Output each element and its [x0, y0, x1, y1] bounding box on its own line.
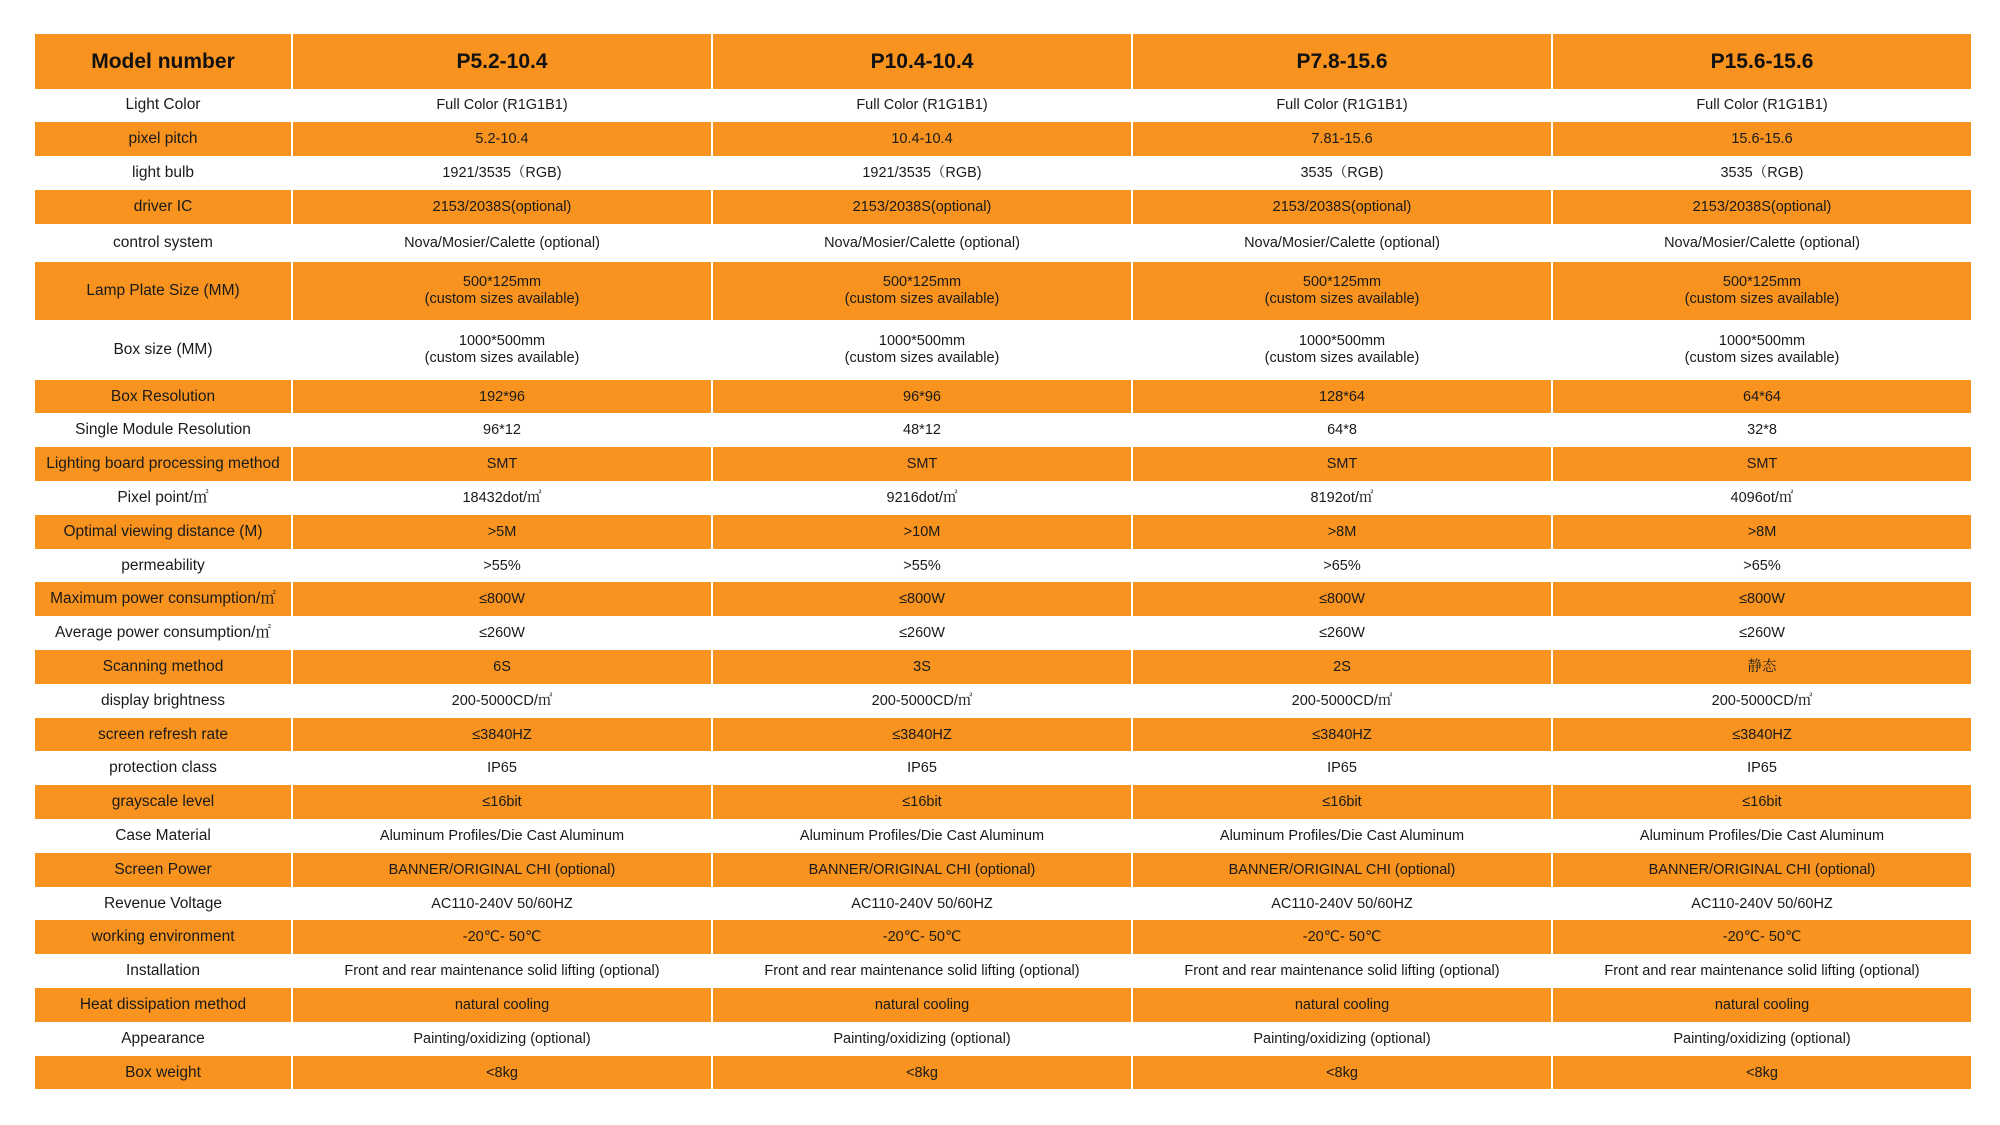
- row-value: 200-5000CD/㎡: [1132, 684, 1552, 718]
- spec-row-max-power: [34, 582, 1972, 616]
- row-value: Nova/Mosier/Calette (optional): [712, 224, 1132, 262]
- row-value: SMT: [712, 447, 1132, 481]
- row-value: -20℃- 50℃: [1552, 920, 1972, 954]
- row-value: ≤260W: [712, 616, 1132, 650]
- row-value: Aluminum Profiles/Die Cast Aluminum: [712, 819, 1132, 853]
- value-note: (custom sizes available): [844, 349, 1000, 366]
- row-value: -20℃- 50℃: [712, 920, 1132, 954]
- row-label: Screen Power: [34, 853, 292, 887]
- row-value: ≤3840HZ: [292, 718, 712, 752]
- spec-row-screen-power: [34, 853, 1972, 887]
- model-header: P10.4-10.4: [712, 35, 1132, 89]
- row-value: <8kg: [1552, 1056, 1972, 1090]
- spec-row-voltage: [34, 887, 1972, 921]
- spec-row-grayscale: [34, 785, 1972, 819]
- spec-row-avg-power: [34, 616, 1972, 650]
- row-value: ≤16bit: [1132, 785, 1552, 819]
- row-value: 200-5000CD/㎡: [1552, 684, 1972, 718]
- spec-row-processing-method: [34, 447, 1972, 481]
- row-value: [292, 320, 712, 380]
- row-value: [1132, 320, 1552, 380]
- row-value: 3S: [712, 650, 1132, 684]
- row-value: >65%: [1552, 549, 1972, 583]
- row-label: Pixel point/㎡: [34, 481, 292, 515]
- model-header: P5.2-10.4: [292, 35, 712, 89]
- row-label: Box Resolution: [34, 380, 292, 414]
- value-note: (custom sizes available): [424, 290, 580, 307]
- row-value: IP65: [292, 751, 712, 785]
- row-value: AC110-240V 50/60HZ: [1132, 887, 1552, 921]
- row-value: >8M: [1552, 515, 1972, 549]
- row-label: screen refresh rate: [34, 718, 292, 752]
- row-value: 5.2-10.4: [292, 122, 712, 156]
- row-value: 15.6-15.6: [1552, 122, 1972, 156]
- row-label: Lighting board processing method: [34, 447, 292, 481]
- value-main: 500*125mm: [462, 273, 542, 290]
- row-value: Aluminum Profiles/Die Cast Aluminum: [1132, 819, 1552, 853]
- row-value: IP65: [1132, 751, 1552, 785]
- row-value: Front and rear maintenance solid lifting (optional): [292, 954, 712, 988]
- row-value: 2153/2038S(optional): [712, 190, 1132, 224]
- value-main: 1000*500mm: [458, 332, 546, 349]
- row-value: ≤3840HZ: [1132, 718, 1552, 752]
- value-main: 1000*500mm: [878, 332, 966, 349]
- row-value: 64*8: [1132, 413, 1552, 447]
- row-label: protection class: [34, 751, 292, 785]
- row-value: >65%: [1132, 549, 1552, 583]
- row-value: 64*64: [1552, 380, 1972, 414]
- row-label: Revenue Voltage: [34, 887, 292, 921]
- row-label: Case Material: [34, 819, 292, 853]
- row-value: ≤16bit: [292, 785, 712, 819]
- spec-row-light-color: [34, 89, 1972, 123]
- row-value: BANNER/ORIGINAL CHI (optional): [1552, 853, 1972, 887]
- value-note: (custom sizes available): [1264, 349, 1420, 366]
- row-value: 1921/3535（RGB): [292, 156, 712, 190]
- spec-row-box-size: [34, 320, 1972, 380]
- value-main: 500*125mm: [1722, 273, 1802, 290]
- value-note: (custom sizes available): [424, 349, 580, 366]
- row-value: ≤800W: [292, 582, 712, 616]
- spec-row-box-resolution: [34, 380, 1972, 414]
- row-label: Installation: [34, 954, 292, 988]
- row-value: Full Color (R1G1B1): [712, 89, 1132, 123]
- spec-row-working-environment: [34, 920, 1972, 954]
- row-value: 32*8: [1552, 413, 1972, 447]
- spec-row-heat-dissipation: [34, 988, 1972, 1022]
- row-label: permeability: [34, 549, 292, 583]
- row-value: <8kg: [1132, 1056, 1552, 1090]
- row-value: Nova/Mosier/Calette (optional): [1552, 224, 1972, 262]
- row-value: 200-5000CD/㎡: [292, 684, 712, 718]
- row-value: ≤16bit: [1552, 785, 1972, 819]
- value-main: 1000*500mm: [1718, 332, 1806, 349]
- row-value: IP65: [712, 751, 1132, 785]
- row-value: 96*12: [292, 413, 712, 447]
- row-value: [712, 262, 1132, 320]
- spec-row-viewing-distance: [34, 515, 1972, 549]
- row-value: 48*12: [712, 413, 1132, 447]
- row-value: [712, 320, 1132, 380]
- row-value: 200-5000CD/㎡: [712, 684, 1132, 718]
- row-label: Box size (MM): [34, 320, 292, 380]
- row-value: 9216dot/㎡: [712, 481, 1132, 515]
- row-value: natural cooling: [712, 988, 1132, 1022]
- row-value: Full Color (R1G1B1): [1132, 89, 1552, 123]
- row-value: -20℃- 50℃: [292, 920, 712, 954]
- row-value: BANNER/ORIGINAL CHI (optional): [292, 853, 712, 887]
- row-value: Painting/oxidizing (optional): [1552, 1022, 1972, 1056]
- row-value: 2153/2038S(optional): [292, 190, 712, 224]
- spec-row-permeability: [34, 549, 1972, 583]
- value-note: (custom sizes available): [1264, 290, 1420, 307]
- row-value: Full Color (R1G1B1): [292, 89, 712, 123]
- spec-row-refresh-rate: [34, 718, 1972, 752]
- row-value: [1552, 262, 1972, 320]
- row-label: working environment: [34, 920, 292, 954]
- row-value: SMT: [292, 447, 712, 481]
- row-value: Nova/Mosier/Calette (optional): [1132, 224, 1552, 262]
- row-label: Single Module Resolution: [34, 413, 292, 447]
- row-value: 2153/2038S(optional): [1132, 190, 1552, 224]
- row-label: grayscale level: [34, 785, 292, 819]
- row-value: IP65: [1552, 751, 1972, 785]
- row-value: 2153/2038S(optional): [1552, 190, 1972, 224]
- spec-row-driver-ic: [34, 190, 1972, 224]
- row-value: Nova/Mosier/Calette (optional): [292, 224, 712, 262]
- value-note: (custom sizes available): [1684, 349, 1840, 366]
- row-value: Aluminum Profiles/Die Cast Aluminum: [1552, 819, 1972, 853]
- row-value: 96*96: [712, 380, 1132, 414]
- row-label: light bulb: [34, 156, 292, 190]
- row-value: Painting/oxidizing (optional): [1132, 1022, 1552, 1056]
- value-main: 500*125mm: [1302, 273, 1382, 290]
- row-value: [1552, 320, 1972, 380]
- row-label: Maximum power consumption/㎡: [34, 582, 292, 616]
- row-label: pixel pitch: [34, 122, 292, 156]
- row-label: Light Color: [34, 89, 292, 123]
- row-value: 128*64: [1132, 380, 1552, 414]
- row-value: natural cooling: [1132, 988, 1552, 1022]
- spec-row-case-material: [34, 819, 1972, 853]
- row-value: >10M: [712, 515, 1132, 549]
- row-value: 静态: [1552, 650, 1972, 684]
- row-label: Heat dissipation method: [34, 988, 292, 1022]
- row-value: 2S: [1132, 650, 1552, 684]
- row-value: 4096ot/㎡: [1552, 481, 1972, 515]
- spec-row-appearance: [34, 1022, 1972, 1056]
- value-main: 500*125mm: [882, 273, 962, 290]
- row-value: ≤260W: [292, 616, 712, 650]
- row-label: Appearance: [34, 1022, 292, 1056]
- row-label: control system: [34, 224, 292, 262]
- row-value: BANNER/ORIGINAL CHI (optional): [712, 853, 1132, 887]
- row-value: >8M: [1132, 515, 1552, 549]
- row-label: Box weight: [34, 1056, 292, 1090]
- row-value: >5M: [292, 515, 712, 549]
- row-value: Full Color (R1G1B1): [1552, 89, 1972, 123]
- row-value: 3535（RGB): [1132, 156, 1552, 190]
- row-value: ≤800W: [1552, 582, 1972, 616]
- row-value: ≤3840HZ: [1552, 718, 1972, 752]
- row-value: 7.81-15.6: [1132, 122, 1552, 156]
- row-value: <8kg: [712, 1056, 1132, 1090]
- row-value: -20℃- 50℃: [1132, 920, 1552, 954]
- spec-row-light-bulb: [34, 156, 1972, 190]
- row-value: [292, 262, 712, 320]
- row-value: ≤800W: [712, 582, 1132, 616]
- row-value: 10.4-10.4: [712, 122, 1132, 156]
- spec-row-pixel-point: [34, 481, 1972, 515]
- spec-row-installation: [34, 954, 1972, 988]
- spec-row-box-weight: [34, 1056, 1972, 1090]
- row-value: 3535（RGB): [1552, 156, 1972, 190]
- row-label: Optimal viewing distance (M): [34, 515, 292, 549]
- value-main: 1000*500mm: [1298, 332, 1386, 349]
- row-value: ≤16bit: [712, 785, 1132, 819]
- spec-row-control-system: [34, 224, 1972, 262]
- header-label: Model number: [34, 35, 292, 89]
- row-value: 192*96: [292, 380, 712, 414]
- row-label: driver IC: [34, 190, 292, 224]
- spec-row-scanning-method: [34, 650, 1972, 684]
- row-value: AC110-240V 50/60HZ: [292, 887, 712, 921]
- row-value: AC110-240V 50/60HZ: [1552, 887, 1972, 921]
- row-value: Front and rear maintenance solid lifting (optional): [1132, 954, 1552, 988]
- spec-row-pixel-pitch: [34, 122, 1972, 156]
- spec-row-lamp-plate-size: [34, 262, 1972, 320]
- model-header: P7.8-15.6: [1132, 35, 1552, 89]
- row-value: SMT: [1132, 447, 1552, 481]
- spec-table: [33, 34, 1973, 1089]
- model-header: P15.6-15.6: [1552, 35, 1972, 89]
- row-value: Painting/oxidizing (optional): [712, 1022, 1132, 1056]
- row-value: SMT: [1552, 447, 1972, 481]
- row-label: Lamp Plate Size (MM): [34, 262, 292, 320]
- row-value: Front and rear maintenance solid lifting (optional): [1552, 954, 1972, 988]
- row-value: 1921/3535（RGB): [712, 156, 1132, 190]
- row-value: BANNER/ORIGINAL CHI (optional): [1132, 853, 1552, 887]
- row-value: >55%: [292, 549, 712, 583]
- header-row: [34, 35, 1972, 89]
- spec-row-protection-class: [34, 751, 1972, 785]
- row-value: natural cooling: [292, 988, 712, 1022]
- row-value: ≤260W: [1132, 616, 1552, 650]
- row-value: natural cooling: [1552, 988, 1972, 1022]
- row-value: 8192ot/㎡: [1132, 481, 1552, 515]
- spec-row-brightness: [34, 684, 1972, 718]
- row-value: [1132, 262, 1552, 320]
- spec-row-module-resolution: [34, 413, 1972, 447]
- row-value: AC110-240V 50/60HZ: [712, 887, 1132, 921]
- row-value: ≤260W: [1552, 616, 1972, 650]
- row-value: <8kg: [292, 1056, 712, 1090]
- row-value: Front and rear maintenance solid lifting (optional): [712, 954, 1132, 988]
- row-label: Scanning method: [34, 650, 292, 684]
- row-value: ≤3840HZ: [712, 718, 1132, 752]
- value-note: (custom sizes available): [1684, 290, 1840, 307]
- row-label: display brightness: [34, 684, 292, 718]
- row-value: ≤800W: [1132, 582, 1552, 616]
- row-value: >55%: [712, 549, 1132, 583]
- row-label: Average power consumption/㎡: [34, 616, 292, 650]
- row-value: Aluminum Profiles/Die Cast Aluminum: [292, 819, 712, 853]
- row-value: Painting/oxidizing (optional): [292, 1022, 712, 1056]
- value-note: (custom sizes available): [844, 290, 1000, 307]
- row-value: 18432dot/㎡: [292, 481, 712, 515]
- row-value: 6S: [292, 650, 712, 684]
